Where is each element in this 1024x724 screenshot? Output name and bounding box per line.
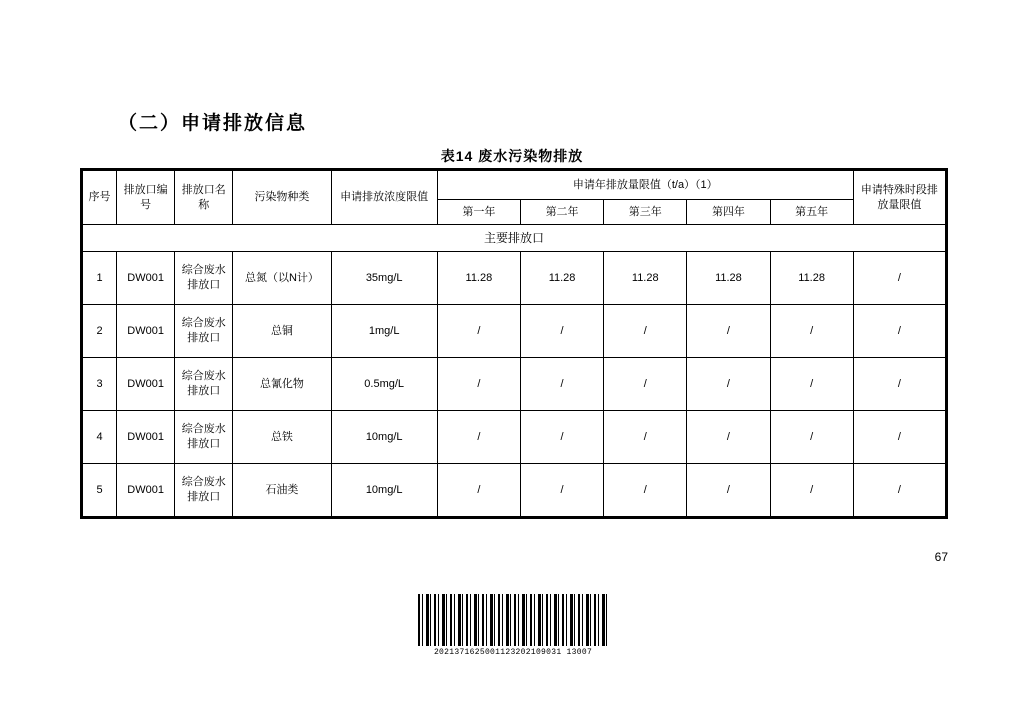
cell-outlet-code: DW001: [117, 358, 175, 411]
cell-year-4: 11.28: [687, 252, 770, 305]
cell-year-2: /: [520, 305, 603, 358]
cell-year-5: /: [770, 305, 853, 358]
cell-outlet-code: DW001: [117, 411, 175, 464]
table-row: [83, 252, 946, 305]
cell-seq: 4: [83, 411, 117, 464]
cell-year-1: /: [437, 411, 520, 464]
header-year-3: 第三年: [604, 200, 687, 225]
cell-year-1: /: [437, 305, 520, 358]
cell-outlet-name: 综合废水排放口: [175, 252, 233, 305]
cell-year-5: /: [770, 464, 853, 517]
cell-pollutant: 总氰化物: [233, 358, 331, 411]
cell-special-period: /: [853, 252, 945, 305]
header-special-period: 申请特殊时段排放量限值: [853, 171, 945, 225]
header-annual-limit-group: 申请年排放量限值（t/a）（1）: [437, 171, 853, 200]
header-year-5: 第五年: [770, 200, 853, 225]
cell-year-1: /: [437, 464, 520, 517]
page-number: 67: [934, 550, 948, 564]
cell-pollutant: 石油类: [233, 464, 331, 517]
cell-outlet-name: 综合废水排放口: [175, 464, 233, 517]
cell-seq: 1: [83, 252, 117, 305]
header-seq: 序号: [83, 171, 117, 225]
wastewater-discharge-table: [80, 168, 948, 519]
table-group-row: [83, 225, 946, 252]
header-concentration-limit: 申请排放浓度限值: [331, 171, 437, 225]
barcode-bars: [418, 594, 608, 646]
cell-special-period: /: [853, 464, 945, 517]
barcode: [418, 594, 608, 657]
cell-concentration-limit: 35mg/L: [331, 252, 437, 305]
cell-concentration-limit: 10mg/L: [331, 464, 437, 517]
table-row: [83, 358, 946, 411]
barcode-number: 2021371625001123202109031 13007: [433, 648, 593, 657]
cell-outlet-code: DW001: [117, 464, 175, 517]
cell-special-period: /: [853, 305, 945, 358]
cell-year-2: /: [520, 358, 603, 411]
cell-pollutant: 总铁: [233, 411, 331, 464]
cell-outlet-name: 综合废水排放口: [175, 411, 233, 464]
cell-seq: 5: [83, 464, 117, 517]
cell-year-1: 11.28: [437, 252, 520, 305]
cell-special-period: /: [853, 358, 945, 411]
cell-year-3: /: [604, 358, 687, 411]
cell-year-4: /: [687, 305, 770, 358]
cell-year-4: /: [687, 358, 770, 411]
cell-concentration-limit: 0.5mg/L: [331, 358, 437, 411]
cell-outlet-code: DW001: [117, 252, 175, 305]
cell-year-3: 11.28: [604, 252, 687, 305]
header-outlet-code: 排放口编号: [117, 171, 175, 225]
cell-seq: 3: [83, 358, 117, 411]
header-pollutant: 污染物种类: [233, 171, 331, 225]
table-caption: 表14 废水污染物排放: [440, 148, 584, 164]
header-outlet-name: 排放口名称: [175, 171, 233, 225]
cell-year-3: /: [604, 305, 687, 358]
cell-outlet-name: 综合废水排放口: [175, 358, 233, 411]
cell-year-3: /: [604, 411, 687, 464]
cell-pollutant: 总铜: [233, 305, 331, 358]
table-row: [83, 305, 946, 358]
cell-year-4: /: [687, 464, 770, 517]
cell-concentration-limit: 10mg/L: [331, 411, 437, 464]
cell-pollutant: 总氮（以N计）: [233, 252, 331, 305]
table-header-row-1: [83, 171, 946, 200]
table-row: [83, 464, 946, 517]
cell-year-3: /: [604, 464, 687, 517]
header-year-4: 第四年: [687, 200, 770, 225]
cell-year-5: /: [770, 411, 853, 464]
cell-year-2: 11.28: [520, 252, 603, 305]
header-year-1: 第一年: [437, 200, 520, 225]
cell-year-1: /: [437, 358, 520, 411]
cell-outlet-code: DW001: [117, 305, 175, 358]
group-row-label: 主要排放口: [83, 225, 946, 252]
cell-year-2: /: [520, 464, 603, 517]
header-year-2: 第二年: [520, 200, 603, 225]
cell-year-5: /: [770, 358, 853, 411]
cell-outlet-name: 综合废水排放口: [175, 305, 233, 358]
section-heading: （二）申请排放信息: [118, 113, 308, 134]
table-row: [83, 411, 946, 464]
cell-special-period: /: [853, 411, 945, 464]
cell-year-5: 11.28: [770, 252, 853, 305]
cell-seq: 2: [83, 305, 117, 358]
cell-concentration-limit: 1mg/L: [331, 305, 437, 358]
cell-year-2: /: [520, 411, 603, 464]
cell-year-4: /: [687, 411, 770, 464]
